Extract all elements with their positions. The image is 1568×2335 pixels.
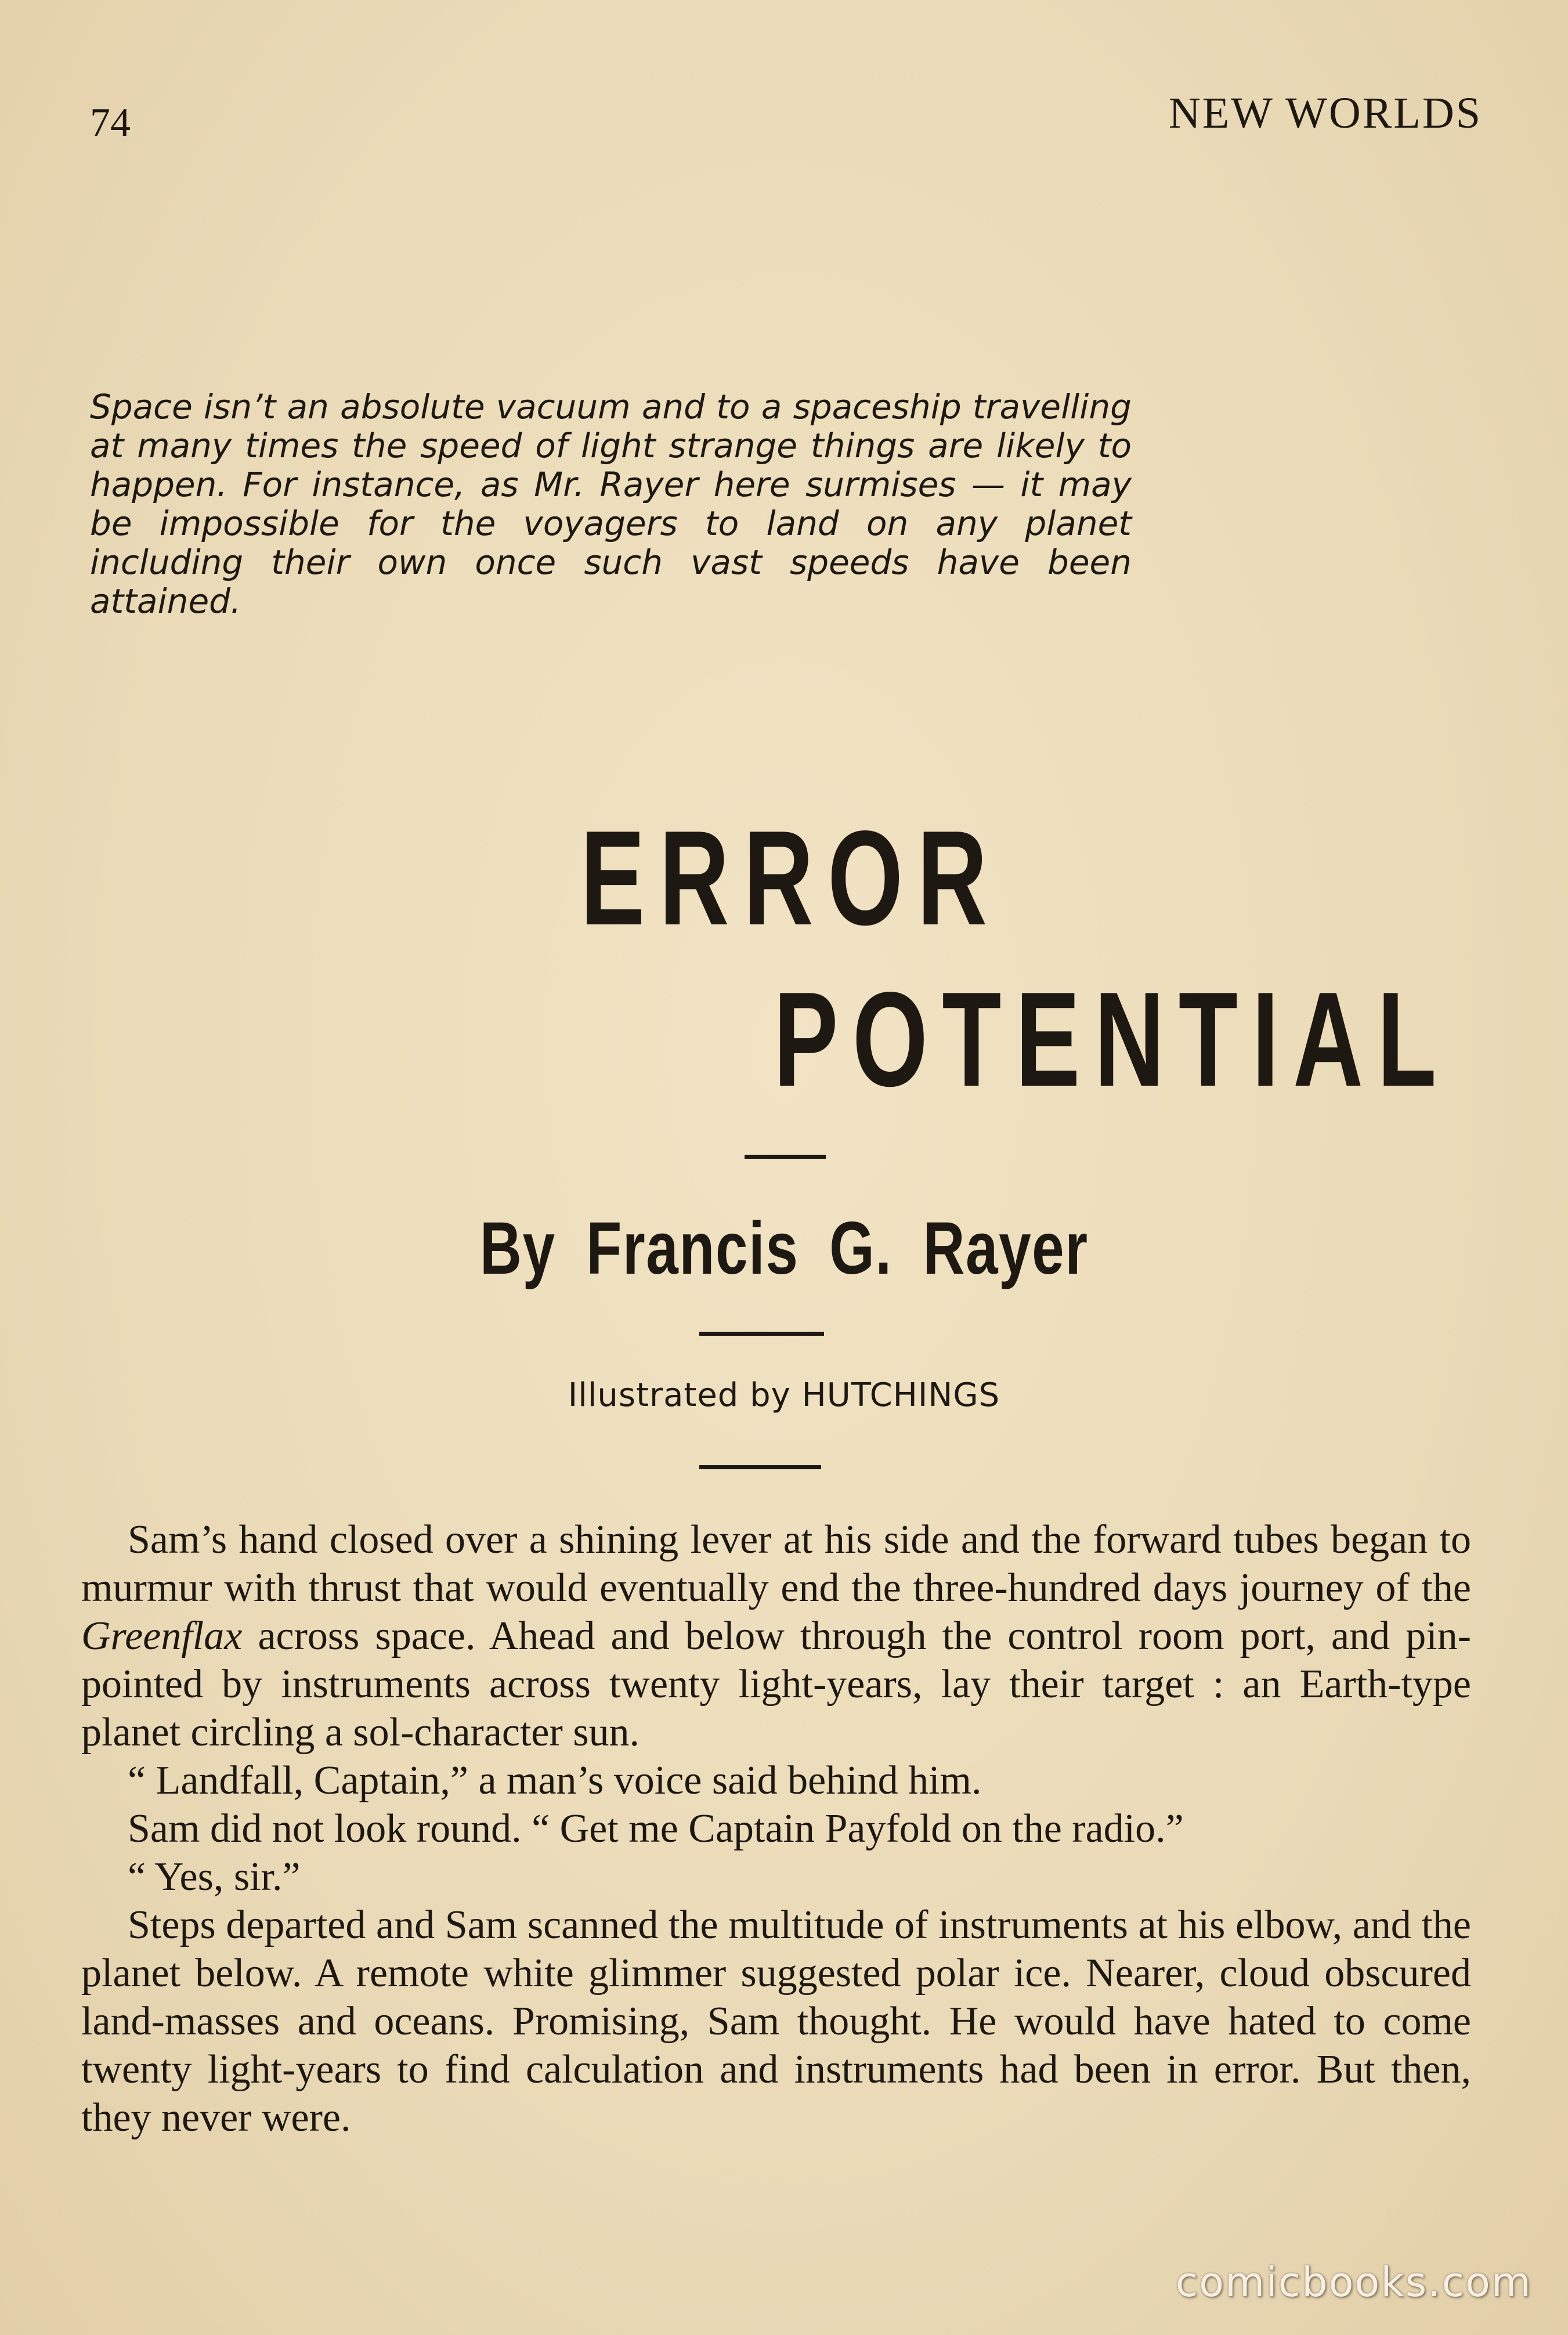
page-number: 74 — [90, 100, 131, 145]
divider-rule — [699, 1332, 824, 1336]
paragraph — [81, 1516, 1471, 1756]
divider-rule — [699, 1465, 821, 1469]
paragraph: “ Yes, sir.” — [128, 1855, 301, 1899]
running-head: NEW WORLDS — [1168, 89, 1482, 138]
paragraph: Sam did not look round. “ Get me Captain Payfold on the radio.” — [128, 1806, 1184, 1851]
story-blurb: Space isn’t an absolute vacuum and to a spaceship travelling at many times the speed of light strange things are likely to happen. For instance, as Mr. Rayer here surmises — it may be impossible for the voyagers to land on any planet including their own once such vast speeds have been attained. — [90, 387, 1132, 621]
byline — [0, 1206, 1568, 1291]
story-body — [81, 1516, 1471, 2142]
title-line-2: POTENTIAL — [774, 964, 1451, 1115]
paragraph-text: Sam’s hand closed over a shining lever at his side and the forward tubes began to murmur with thrust that would eventually end the three-hundred days journey of the — [81, 1517, 1471, 1610]
watermark: comicbooks.com — [1175, 2258, 1532, 2306]
paragraph-text: across space. Ahead and below through the control room port, and pin-pointed by instruments across twenty light-years, lay their target : an Earth-type planet circling a sol-character sun. — [81, 1614, 1472, 1755]
paragraph: Steps departed and Sam scanned the multitude of instruments at his elbow, and the planet below. A remote white glimmer suggested polar ice. Nearer, cloud obscured land-masses and oceans. Promising, Sam thought. He would have hated to come twenty light-years to find calculation and instruments had been in error. But then, they never were. — [81, 1903, 1471, 2140]
paragraph: “ Landfall, Captain,” a man’s voice said behind him. — [128, 1758, 982, 1803]
divider-rule — [745, 1155, 826, 1159]
illustrator-credit: Illustrated by HUTCHINGS — [568, 1376, 1000, 1414]
title-line-1: ERROR — [580, 803, 1002, 953]
ship-name: Greenflax — [81, 1614, 243, 1658]
byline-text: By Francis G. Rayer — [479, 1207, 1089, 1290]
